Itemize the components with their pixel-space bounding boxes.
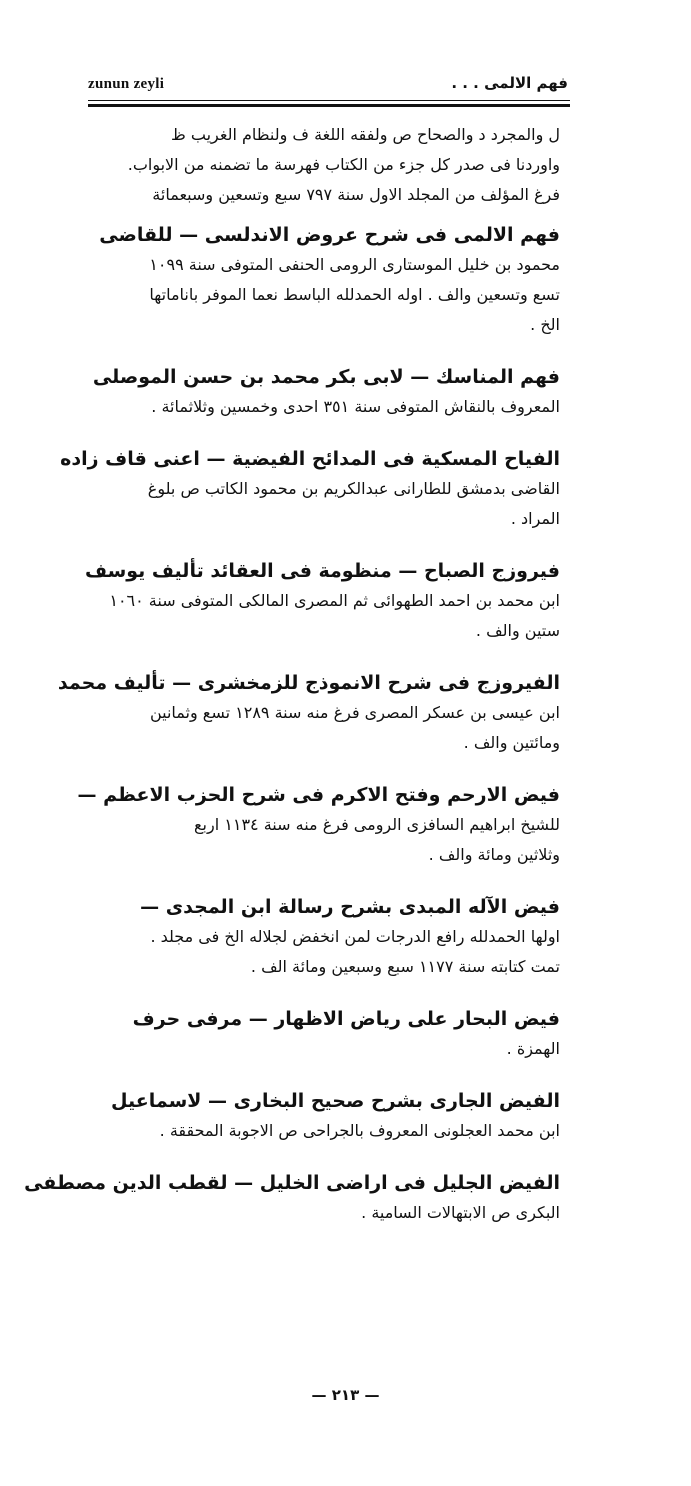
header-right-text: فهم الالمى . . . bbox=[451, 74, 568, 92]
entry-line: القاضى بدمشق للطارانى عبدالكريم بن محمود الكاتب ص بلوغ bbox=[147, 479, 560, 498]
header-rule-thin bbox=[88, 100, 570, 101]
dictionary-entry bbox=[108, 892, 560, 982]
entry-title: فهم الالمى فى شرح عروض الاندلسى — للقاضى bbox=[99, 224, 560, 246]
entry-line: وثلاثين ومائة والف . bbox=[428, 845, 560, 864]
dictionary-entry bbox=[57, 668, 560, 758]
entry-line: ابن محمد بن احمد الطهوائى ثم المصرى المالكى المتوفى سنة ١٠٦٠ bbox=[109, 591, 560, 610]
entry-line: اولها الحمدلله رافع الدرجات لمن انخفض لجلاله الخ فى مجلد . bbox=[150, 927, 560, 946]
dictionary-entry bbox=[24, 1168, 560, 1228]
entry-line: الخ . bbox=[530, 315, 560, 334]
dictionary-entry bbox=[108, 120, 560, 210]
entry-line: فرغ المؤلف من المجلد الاول سنة ٧٩٧ سبع وتسعين وسبعمائة bbox=[152, 185, 560, 204]
entry-line: للشيخ ابراهيم السافزى الرومى فرغ منه سنة ١١٣٤ اربع bbox=[194, 815, 560, 834]
dictionary-entry bbox=[92, 362, 560, 422]
entry-title: الفيض الجارى بشرح صحيح البخارى — لاسماعيل bbox=[111, 1090, 560, 1112]
entry-line: تمت كتابته سنة ١١٧٧ سبع وسبعين ومائة الف . bbox=[250, 957, 560, 976]
entry-line: ابن عيسى بن عسكر المصرى فرغ منه سنة ١٢٨٩ تسع وثمانين bbox=[149, 703, 560, 722]
entry-line: ستين والف . bbox=[475, 621, 560, 640]
entry-line: البكرى ص الابتهالات السامية . bbox=[361, 1203, 560, 1222]
main-text bbox=[24, 120, 560, 1250]
page-header bbox=[88, 72, 568, 102]
entry-title: فيض الارحم وفتح الاكرم فى شرح الحزب الاعظم — bbox=[77, 784, 560, 806]
entry-line: محمود بن خليل الموستارى الرومى الحنفى المتوفى سنة ١٠٩٩ bbox=[149, 255, 560, 274]
entry-title: فيض الآله المبدى بشرح رسالة ابن المجدى — bbox=[140, 896, 560, 918]
dictionary-entry bbox=[99, 220, 560, 340]
page-number: — ٢١٣ — bbox=[311, 1386, 380, 1404]
dictionary-entry bbox=[84, 556, 560, 646]
entry-line: ابن محمد العجلونى المعروف بالجراحى ص الاجوبة المحققة . bbox=[159, 1121, 560, 1140]
entry-line: المعروف بالنقاش المتوفى سنة ٣٥١ احدى وخمسين وثلاثمائة . bbox=[151, 397, 560, 416]
entry-title: الفياح المسكية فى المدائح الفيضية — اعنى قاف زاده bbox=[60, 448, 560, 470]
entry-title: الفيض الجليل فى اراضى الخليل — لقطب الدين مصطفى bbox=[24, 1172, 560, 1194]
header-rule-thick bbox=[88, 104, 570, 107]
entry-title: فيض البحار على رياض الاظهار — مرفى حرف bbox=[132, 1008, 560, 1030]
entry-title: فهم المناسك — لابى بكر محمد بن حسن الموصلى bbox=[92, 366, 560, 388]
entry-line: ل والمجرد د والصحاح ص ولفقه اللغة ف ولنظام الغريب ظ bbox=[170, 125, 560, 144]
entry-line: المراد . bbox=[510, 509, 560, 528]
dictionary-entry bbox=[77, 780, 560, 870]
dictionary-entry bbox=[108, 1004, 560, 1064]
entry-line: ومائتين والف . bbox=[463, 733, 560, 752]
entry-title: الفيروزج فى شرح الانموذج للزمخشرى — تأليف محمد bbox=[57, 672, 560, 694]
entry-line: واوردنا فى صدر كل جزء من الكتاب فهرسة ما تضمنه من الابواب. bbox=[127, 155, 560, 174]
dictionary-entry bbox=[60, 444, 560, 534]
entry-line: الهمزة . bbox=[506, 1039, 560, 1058]
header-left-text: zunun zeyli bbox=[88, 76, 165, 92]
entry-line: تسع وتسعين والف . اوله الحمدلله الباسط نعما الموفر باناماتها bbox=[149, 285, 560, 304]
entry-title: فيروزج الصباح — منظومة فى العقائد تأليف يوسف bbox=[84, 560, 560, 582]
dictionary-entry bbox=[108, 1086, 560, 1146]
